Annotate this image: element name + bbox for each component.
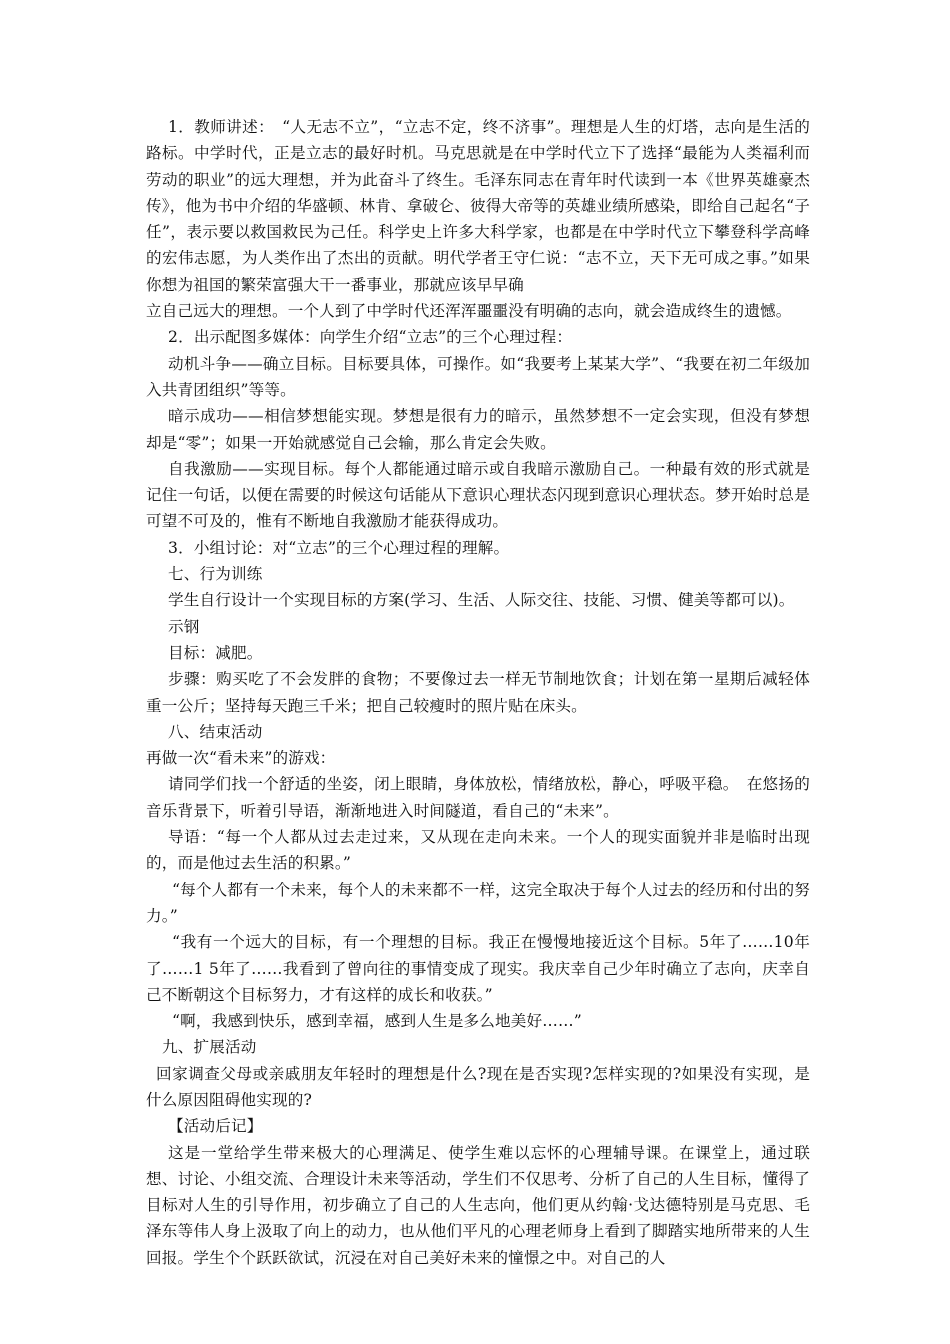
heading-activity-notes: 【活动后记】: [168, 1117, 263, 1136]
paragraph-future-quote: “每个人都有一个未来，每个人的未来都不一样，这完全取决于每个人过去的经历和付出的努力。”: [146, 880, 810, 925]
paragraph-see-future-game: 再做一次“看未来”的游戏：: [146, 749, 336, 768]
paragraph-activity-reflection: 这是一堂给学生带来极大的心理满足、使学生难以忘怀的心理辅导课。在课堂上，通过联想、讨论、小组交流、合理设计未来等活动，学生们不仅思考、分析了自己的人生目标，懂得了目标对人生的引导作用，初步确立了自己的人生志向，他们更从约翰·戈达德特别是马克思、毛泽东等伟人身上汲取了向上的动力，也从他们平凡的心理老师身上看到了脚踏实地所带来的人生回报。学生个个跃跃欲试，沉浸在对自己美好未来的憧憬之中。对自己的人: [146, 1143, 810, 1267]
paragraph-goal: 目标：减肥。: [168, 643, 263, 662]
paragraph-example-label: 示钢: [168, 617, 200, 636]
heading-closing-activity: 八、结束活动: [168, 722, 263, 741]
paragraph-goal-quote: “我有一个远大的目标，有一个理想的目标。我正在慢慢地接近这个目标。5年了……10年了……1 5年了……我看到了曾向往的事情变成了现实。我庆幸自己少年时确立了志向，庆幸自己不断朝这个目标努力，才有这样的成长和收获。”: [146, 933, 810, 1004]
paragraph-home-survey: 回家调查父母或亲戚朋友年轻时的理想是什么?现在是否实现?怎样实现的?如果没有实现，是什么原因阻碍他实现的?: [146, 1064, 810, 1109]
paragraph-happy-quote: “啊，我感到快乐，感到幸福，感到人生是多么地美好……”: [172, 1012, 582, 1031]
heading-behavior-training: 七、行为训练: [168, 565, 263, 584]
paragraph-guide-words: 导语：“每一个人都从过去走过来，又从现在走向未来。一个人的现实面貌并非是临时出现的，而是他过去生活的积累。”: [146, 828, 810, 873]
paragraph-steps: 步骤：购买吃了不会发胖的食物；不要像过去一样无节制地饮食；计划在第一星期后减轻体重一公斤；坚持每天跑三千米；把自己较瘦时的照片贴在床头。: [146, 670, 810, 715]
paragraph-teacher-talk-end: 立自己远大的理想。一个人到了中学时代还浑浑噩噩没有明确的志向，就会造成终生的遗憾。: [146, 302, 792, 321]
heading-extension-activity: 九、扩展活动: [162, 1038, 257, 1057]
document-body: [146, 114, 810, 1271]
paragraph-relax-instructions: 请同学们找一个舒适的坐姿，闭上眼睛，身体放松，情绪放松，静心，呼吸平稳。 在悠扬的音乐背景下，听着引导语，渐渐地进入时间隧道，看自己的“未来”。: [146, 775, 810, 820]
paragraph-self-motivation: 自我激励——实现目标。每个人都能通过暗示或自我暗示激励自己。一种最有效的形式就是记住一句话，以便在需要的时候这句话能从下意识心理状态闪现到意识心理状态。梦开始时总是可望不可及的，惟有不断地自我激励才能获得成功。: [146, 459, 810, 531]
paragraph-multimedia: 2．出示配图多媒体：向学生介绍“立志”的三个心理过程：: [168, 328, 573, 347]
paragraph-teacher-talk: 1．教师讲述： “人无志不立”，“立志不定，终不济事”。理想是人生的灯塔，志向是生活的路标。中学时代，正是立志的最好时机。马克思就是在中学时代立下了选择“最能为人类福利而劳动的职业”的远大理想，并为此奋斗了终生。毛泽东同志在青年时代读到一本《世界英雄豪杰传》，他为书中介绍的华盛顿、林肯、拿破仑、彼得大帝等的英雄业绩所感染，即给自己起名“子任”，表示要以救国救民为己任。科学史上许多大科学家，也都是在中学时代立下攀登科学高峰的宏伟志愿，为人类作出了杰出的贡献。明代学者王守仁说：“志不立，天下无可成之事。”如果你想为祖国的繁荣富强大干一番事业，那就应该早早确: [146, 118, 810, 294]
paragraph-design-plan: 学生自行设计一个实现目标的方案(学习、生活、人际交往、技能、习惯、健美等都可以)。: [168, 591, 795, 610]
paragraph-suggestion: 暗示成功——相信梦想能实现。梦想是很有力的暗示，虽然梦想不一定会实现，但没有梦想却是“零”；如果一开始就感觉自己会输，那么肯定会失败。: [146, 407, 810, 452]
paragraph-group-discussion: 3．小组讨论：对“立志”的三个心理过程的理解。: [168, 538, 510, 557]
paragraph-motivation: 动机斗争——确立目标。目标要具体，可操作。如“我要考上某某大学”、“我要在初二年级加入共青团组织”等等。: [146, 354, 810, 399]
